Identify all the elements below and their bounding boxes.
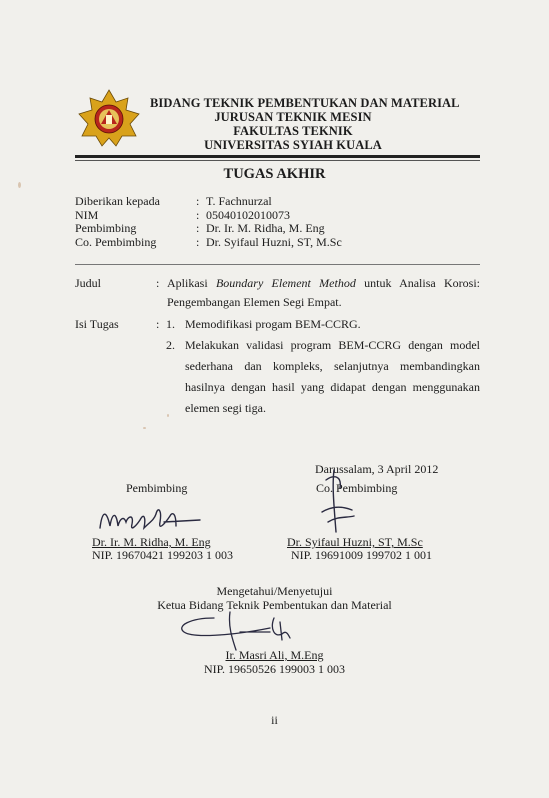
judul-text: Aplikasi (167, 276, 208, 290)
supervisor-nip: NIP. 19670421 199203 1 003 (92, 548, 234, 562)
identity-value: Dr. Ir. M. Ridha, M. Eng (206, 221, 325, 235)
identity-value: Dr. Syifaul Huzni, ST, M.Sc (206, 234, 342, 249)
approval-name: Ir. Masri Ali, M.Eng (225, 648, 324, 662)
identity-row (75, 236, 342, 250)
identity-value: 05040102010073 (206, 207, 290, 222)
document-title: TUGAS AKHIR (223, 166, 326, 182)
task-item-2-line: hasilnya dengan hasil yang didapat dengan menggunakan (185, 380, 480, 394)
isi-tugas-label: Isi Tugas (75, 317, 119, 331)
task-item-2-line: Melakukan validasi program BEM-CCRG dengan model (185, 338, 480, 352)
header-divider-thin (75, 160, 480, 161)
identity-label: Diberikan kepada (75, 194, 160, 208)
identity-row (75, 209, 342, 223)
list-number: 1. (166, 317, 175, 331)
colon: : (196, 207, 200, 222)
supervisor-role: Pembimbing (126, 481, 188, 495)
identity-row (75, 195, 342, 209)
header-divider-thick (75, 155, 480, 158)
co-supervisor-name: Dr. Syifaul Huzni, ST, M.Sc (287, 535, 423, 549)
task-item-1: Memodifikasi progam BEM-CCRG. (185, 317, 361, 331)
colon: : (196, 234, 200, 249)
header-line-major: JURUSAN TEKNIK MESIN (214, 110, 372, 124)
approval-line-2: Ketua Bidang Teknik Pembentukan dan Material (157, 598, 392, 612)
identity-label: Pembimbing (75, 221, 137, 235)
paper-speck (167, 414, 169, 417)
header-line-university: UNIVERSITAS SYIAH KUALA (204, 138, 382, 152)
page-number: ii (271, 713, 278, 727)
colon: : (156, 276, 160, 290)
list-number: 2. (166, 338, 175, 352)
identity-block (75, 195, 342, 249)
task-item-2-line: sederhana dan kompleks, selanjutnya membandingkan (185, 359, 480, 373)
colon: : (156, 317, 160, 331)
identity-value: T. Fachnurzal (206, 194, 272, 208)
paper-speck (143, 427, 146, 429)
task-item-2-line: elemen segi tiga. (185, 401, 266, 415)
judul-label: Judul (75, 276, 102, 290)
header-line-faculty: FAKULTAS TEKNIK (233, 124, 353, 138)
approval-nip: NIP. 19650526 199003 1 003 (203, 662, 345, 676)
judul-line-2: Pengembangan Elemen Segi Empat. (167, 295, 342, 309)
university-logo-icon (76, 88, 142, 150)
supervisor-name: Dr. Ir. M. Ridha, M. Eng (92, 535, 211, 549)
judul-italic-term: Boundary Element Method (215, 276, 356, 290)
institution-header (150, 96, 460, 152)
approval-line-1: Mengetahui/Menyetujui (216, 584, 333, 598)
place-date: Darussalam, 3 April 2012 (315, 462, 439, 476)
judul-text: untuk Analisa Korosi: (364, 276, 480, 290)
co-supervisor-role: Co. Pembimbing (316, 481, 398, 495)
paper-speck (18, 182, 21, 188)
co-supervisor-nip: NIP. 19691009 199702 1 001 (291, 548, 433, 562)
identity-label: NIM (75, 207, 99, 222)
identity-label: Co. Pembimbing (75, 234, 157, 249)
co-supervisor-signature (312, 466, 372, 546)
judul-line-1 (167, 276, 480, 291)
colon: : (196, 194, 200, 208)
section-divider (75, 264, 480, 265)
identity-row (75, 222, 342, 236)
header-line-department: BIDANG TEKNIK PEMBENTUKAN DAN MATERIAL (150, 96, 460, 110)
colon: : (196, 221, 200, 235)
